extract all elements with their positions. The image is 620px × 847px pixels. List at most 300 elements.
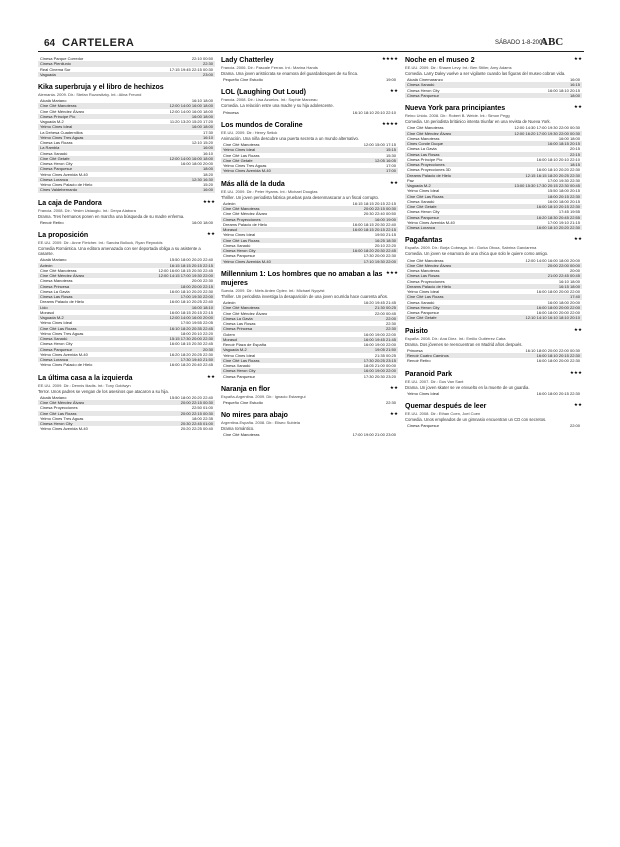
film-credits: Reino Unido. 2008. Dir.: Robert B. Weide. Int.: Simon Pegg <box>405 113 510 119</box>
cinema-name: Cine Cité Manoteras <box>40 267 77 273</box>
film-credits: EE.UU. 2009. Dir.: Anne Fletcher. Int.: Sandra Bullock, Ryan Reynolds <box>38 239 163 245</box>
showtimes: 16:15 18:15 20:15 22:15 <box>169 262 213 268</box>
film-credits: Argentina-España. 2008. Dir.: Eliseo Subiela <box>221 420 300 426</box>
cinema-name: Cinesa Princesa <box>223 326 253 332</box>
showtimes: 16:00 18:00 <box>191 219 213 225</box>
film-listing <box>38 199 215 225</box>
showtime-row <box>405 93 582 98</box>
cinema-name: Cine Cité Getafe <box>407 315 437 321</box>
showtimes: 16:00 18:00 20:00 <box>180 161 213 166</box>
film-title: Más allá de la duda <box>221 180 285 188</box>
cinema-name: Yelmo Cines Avenida M-40 <box>40 426 88 432</box>
showtimes: 16:00 18:10 <box>191 304 213 310</box>
cinema-name: Cinesa Heron City <box>407 87 440 93</box>
cinema-name: Cine Cité Las Rozas <box>40 325 77 331</box>
showtimes: 16:10 18:10 20:10 22:10 <box>352 109 396 115</box>
cinema-name: Yelmo Cines Tres Aguas <box>40 134 84 140</box>
cinema-name: Cine Cité Méndez Álvaro <box>40 273 85 279</box>
showtimes: 19:50 21:15 <box>374 232 396 238</box>
showtimes: 17:00 <box>385 168 396 174</box>
showtimes: 17:40 <box>569 294 580 300</box>
showtimes: 16:20 18:30 20:45 22:55 <box>536 214 580 220</box>
showtimes: 18:00 <box>202 166 213 172</box>
showtimes: 16:00 19:45 21:45 <box>363 336 396 342</box>
film-title: Lady Chatterley <box>221 57 274 64</box>
showtimes: 20:00 22:15 00:30 <box>180 400 213 406</box>
showtimes: 12:00 14:00 16:00 18:00 <box>169 103 213 109</box>
film-synopsis: Comedia. Un periodista británico intenta triunfar en una revista de Nueva York. <box>405 119 551 125</box>
cinema-name: Yelmo Cines Avenida M-40 <box>223 258 271 264</box>
cinema-name: Renoir Retiro <box>407 358 431 364</box>
film-credits: EE.UU. 2009. Dir.: Shawn Levy. Int.: Ben Stiller, Amy Adams <box>405 65 512 70</box>
film-listing <box>405 104 582 230</box>
film-rating: ★★ <box>573 402 582 408</box>
showtimes: 16:00 18:10 20:20 22:30 <box>169 288 213 294</box>
showtimes: 20:00 22:30 <box>191 278 213 284</box>
showtimes: 16:00 18:00 20:00 22:00 <box>536 289 580 295</box>
showtime-row <box>221 432 398 437</box>
cinema-name: Cine Cité Manoteras <box>223 206 260 212</box>
cinema-name: Cinesa Manoteras <box>407 268 440 274</box>
showtimes: 16:00 18:10 20:15 <box>547 87 580 93</box>
film-listing <box>405 327 582 364</box>
showtime-row <box>405 423 582 428</box>
showtimes: 12:00 16:00 18:15 20:30 22:45 <box>158 267 213 273</box>
cinema-name: Cine Cité Méndez Álvaro <box>223 211 268 217</box>
cinema-name: Cinesa La Gavia <box>407 146 437 152</box>
cinema-name: Cinesa Plenilunio <box>40 61 71 67</box>
cinema-name: Pequeño Cine Estudio <box>223 399 263 405</box>
cinema-name: Cinesa Heron City <box>40 421 73 427</box>
showtimes: 22:30 <box>385 321 396 327</box>
film-credits: Suecia. 2009. Dir.: Niels Arden Oplev. Int.: Michael Nyqvist <box>221 287 325 293</box>
cinema-name: Cinesa Las Rosas <box>407 273 440 279</box>
film-credits: España-Argentina. 2009. Dir.: Ignacio Estaregui <box>221 393 306 399</box>
cinema-name: Vaguada M-2 <box>40 119 64 124</box>
cinema-name: Yelmo Cines Ideal <box>407 188 440 194</box>
showtimes: 22:30 <box>385 399 396 405</box>
cinema-name: Cinesa Príncipe Pío <box>407 156 443 162</box>
film-title: Noche en el museo 2 <box>405 57 475 64</box>
showtime-row <box>38 426 215 431</box>
cinema-name: La Rambla <box>40 145 60 151</box>
cinema-name: Cinesa Heron City <box>223 368 256 374</box>
film-credits: España. 2008. Dir.: Ana Díez. Int.: Emilio Gutiérrez Caba <box>405 335 506 341</box>
cinema-name: Cinesa Loranca <box>407 225 436 231</box>
showtimes: 12:00 14:00 16:00 18:00 <box>169 155 213 161</box>
showtimes: 20:00 22:15 00:30 <box>363 206 396 212</box>
cinema-name: Cine Cité Manoteras <box>223 142 260 148</box>
cinema-name: Cinesa Príncipe Pío <box>40 113 76 119</box>
showtimes: 17:00 19:10 21:15 <box>547 219 580 225</box>
film-credits: España. 2009. Dir.: Borja Cobeaga. Int.: Gorka Otxoa, Sabrina Garciarena <box>405 245 537 251</box>
showtimes: 18:00 20:00 22:15 <box>180 283 213 289</box>
showtimes: 16:00 18:00 20:15 <box>547 198 580 204</box>
showtimes: 16:00 18:10 20:10 22:10 <box>536 156 580 162</box>
film-rating: ★★★ <box>385 269 398 275</box>
cinema-name: Cines Valdebernardo <box>40 187 78 193</box>
film-rating: ★★★★ <box>381 120 398 126</box>
showtimes: 16:00 18:15 20:15 22:15 <box>352 227 396 233</box>
cinema-name: Princesa <box>407 347 423 353</box>
cinema-name: Cine Cité Méndez Álvaro <box>223 310 268 316</box>
cinema-name: Cinesa Parquesur <box>407 310 440 316</box>
showtimes: 12:15 16:15 18:20 20:25 22:30 <box>525 172 580 178</box>
cinema-name: Acteón <box>40 262 53 268</box>
cinema-name: Yelmo Cines Tres Aguas <box>40 330 84 336</box>
cinema-name: Dreams Palacio de Hielo <box>407 283 452 289</box>
showtime-row <box>221 110 398 115</box>
showtimes: 22:00 00:45 <box>374 310 396 316</box>
cinema-name: La Dehesa Cuadernillos <box>40 129 83 135</box>
showtime-row <box>38 187 215 192</box>
showtime-row <box>221 168 398 173</box>
cinema-name: Yelmo Cines Avenida M-40 <box>407 219 455 225</box>
film-title: La proposición <box>38 231 89 239</box>
cinema-name: Cine Cité Manoteras <box>223 305 260 311</box>
cinema-name: Cinesa Xanadú <box>223 363 251 369</box>
showtime-row <box>405 358 582 363</box>
showtime-row <box>38 72 215 77</box>
showtime-row <box>221 374 398 379</box>
showtimes: 20:00 22:00 00:00 <box>547 262 580 268</box>
showtimes: 16:00 18:10 20:25 22:40 <box>169 299 213 305</box>
listings-column-3 <box>405 56 582 434</box>
cinema-name: Yelmo Cines Ideal <box>40 320 73 326</box>
showtime-row <box>405 315 582 320</box>
showtimes: 17:30 <box>202 129 213 135</box>
cinema-name: Yelmo Cines Tres Aguas <box>223 163 267 169</box>
showtimes: 16:10 18:00 20:00 22:00 00:30 <box>525 347 580 353</box>
cinema-name: Yelmo Cines Avenida M-40 <box>223 168 271 174</box>
showtimes: 18:00 22:35 <box>191 415 213 421</box>
showtimes: 18:20 <box>202 171 213 177</box>
showtimes: 12:00 14:00 16:00 20:00 <box>169 315 213 321</box>
cinema-name: Cinesa Xanadú <box>40 150 68 156</box>
cinema-name: Cine Cité Méndez Álvaro <box>40 108 85 114</box>
film-credits: EE.UU. 2009. Dir.: Henry Selick <box>221 129 278 135</box>
showtimes: 12:00 14:15 17:00 19:30 22:00 <box>158 273 213 279</box>
showtimes: 16:00 18:10 20:20 22:30 <box>536 225 580 231</box>
film-credits: Francia. 2008. Dir.: Lisa Azuelos. Int.: Sophie Marceau <box>221 97 318 103</box>
film-listing <box>221 270 398 379</box>
showtimes: 17:30 20:25 23:15 <box>363 357 396 363</box>
showtimes: 16:00 19:00 22:00 <box>363 368 396 374</box>
film-credits: EE.UU. 2009. Dir.: Dennis Iliadis. Int.: Tony Goldwyn <box>38 382 131 388</box>
showtimes: 12:30 16:30 <box>191 176 213 182</box>
cinema-name: Cinesa Heron City <box>407 304 440 310</box>
showtimes: 11:20 13:20 15:20 17:20 <box>169 119 213 124</box>
cinema-name: Yelmo Cines Ideal <box>223 147 256 153</box>
showtimes: 16:10 18:00 <box>558 278 580 284</box>
cinema-name: Yelmo Cines Ideal <box>40 124 73 130</box>
showtimes: 17:10 19:30 22:00 <box>363 258 396 264</box>
showtimes: 12:10 15:20 <box>191 140 213 145</box>
film-rating: ★★ <box>389 384 398 390</box>
film-synopsis: Comedia. Larry Daley vuelve a ser vigilante cuando las figuras del museo cobran vida. <box>405 71 566 76</box>
cinema-name: Renoir Retiro <box>40 219 64 225</box>
film-synopsis: Drama. Un joven skater se ve envuelto en la muerte de un guardia. <box>405 384 530 390</box>
showtimes: 16:00 18:00 <box>558 135 580 141</box>
showtimes: 18:15 <box>569 162 580 168</box>
cinema-name: Cinesa Parque Corredor <box>40 56 84 61</box>
showtimes: 16:20 19:45 21:45 <box>363 300 396 306</box>
cinema-name: Renoir Cuatro Caminos <box>407 353 449 359</box>
showtimes: 17:15 19:45 22:15 00:30 <box>169 66 213 72</box>
cinema-name: Cinesa Parquesur <box>407 92 440 98</box>
showtimes: 12:00 15:00 17:15 <box>363 142 396 148</box>
cinema-name: Cinesa Heron City <box>407 209 440 215</box>
showtimes: 16:00 18:20 20:30 22:45 <box>352 248 396 254</box>
showtimes: 15:15 <box>385 147 396 153</box>
showtime-row <box>221 400 398 405</box>
showtimes: 16:10 18:00 <box>191 98 213 103</box>
cinema-name: Cinesa Parquesur <box>223 253 256 259</box>
film-listing <box>221 121 398 174</box>
showtimes: 16:00 19:00 <box>374 216 396 222</box>
cinema-name: Yelmo Cines Ideal <box>407 289 440 295</box>
cinema-name: Cinesa Heron City <box>40 341 73 347</box>
film-rating: ★★ <box>573 104 582 110</box>
cinema-name: Yelmo Cines Ideal <box>223 352 256 358</box>
film-title: La última casa a la izquierda <box>38 374 133 382</box>
showtimes: 16:00 18:00 20:00 22:00 <box>536 304 580 310</box>
showtimes: 20:00 <box>569 268 580 274</box>
cinema-name: Yelmo Cines Palacio de Hielo <box>40 182 93 187</box>
cinema-name: Cinesa Xanadú <box>40 336 68 342</box>
header-rule <box>38 51 584 52</box>
showtimes: 16:10 18:20 20:35 22:45 <box>169 325 213 331</box>
showtimes: 18:00 20:10 22:20 <box>180 330 213 336</box>
film-rating: ★★ <box>389 411 398 417</box>
cinema-name: Morasol <box>40 309 55 315</box>
showtimes: 16:00 18:15 20:30 22:40 <box>352 221 396 227</box>
showtimes: 13:00 15:30 17:30 20:15 22:30 00:45 <box>514 183 580 189</box>
film-listing <box>38 83 215 193</box>
film-rating: ★★★ <box>569 369 582 375</box>
showtimes: 16:00 18:15 20:30 22:45 <box>169 341 213 347</box>
page-header <box>0 0 620 52</box>
cinema-name: Cine Cité Méndez Álvaro <box>407 130 452 136</box>
showtimes: 15:50 18:00 20:15 <box>547 188 580 194</box>
showtimes: 17:00 19:00 21:00 23:00 <box>352 432 396 438</box>
listings-column-2 <box>221 56 398 443</box>
film-listing <box>38 56 215 77</box>
film-listing <box>221 56 398 82</box>
cinema-name: Cinesa Parquesur <box>407 214 440 220</box>
cinema-name: Cinesa Xanadú <box>407 82 435 88</box>
showtimes: 16:20 18:20 20:25 22:30 <box>169 351 213 357</box>
film-title: Los mundos de Coraline <box>221 121 303 129</box>
issue-date: SÁBADO 1-8-2009 <box>495 40 546 46</box>
film-credits: EE.UU. 2008. Dir.: Ethan Coen, Joel Coen <box>405 411 481 417</box>
cinema-name: Cine Cité Manoteras <box>407 125 444 131</box>
showtimes: 16:00 18:15 20:15 22:15 <box>169 309 213 315</box>
cinema-name: Cinesa La Gavia <box>223 315 253 321</box>
section-title: CARTELERA <box>62 37 135 49</box>
showtimes: 16:15 18:00 <box>558 283 580 289</box>
film-listing <box>221 411 398 437</box>
showtimes: 17:30 19:40 21:50 <box>180 357 213 363</box>
film-credits: Francia. 2006. Dir.: Pascale Ferran. Int.: Marina Hands <box>221 65 318 70</box>
film-synopsis: Thriller. Un joven periodista fabrica pruebas para desenmascarar a un fiscal corrupto. <box>221 194 380 200</box>
showtime-row <box>221 259 398 264</box>
cinema-name: Cinesa Heron City <box>40 161 73 166</box>
showtimes: 12:05 16:05 <box>374 157 396 163</box>
showtimes: 21:30 00:25 <box>374 305 396 311</box>
cinema-name: Alcalá Cinemaranzo <box>407 77 443 83</box>
showtime-row <box>221 77 398 82</box>
showtimes: 15:20 <box>202 182 213 187</box>
cinema-name: Cine Cité Manoteras <box>223 432 260 438</box>
cinema-name: Cine Cité Las Rozas <box>223 152 260 158</box>
showtimes: 16:10 <box>202 150 213 156</box>
film-title: Quemar después de leer <box>405 403 487 411</box>
film-synopsis: Comedia Romántica. Una editora amenazada con ser deportada obliga a su asistente a casarse. <box>38 245 201 257</box>
film-listing <box>38 374 215 432</box>
showtimes: 17:00 19:30 22:00 <box>180 294 213 300</box>
film-listing <box>221 385 398 405</box>
film-rating: ★★ <box>206 373 215 379</box>
film-listing <box>221 180 398 264</box>
showtimes: 21:00 22:45 00:45 <box>547 273 580 279</box>
showtimes: 21:35 00:25 <box>374 352 396 358</box>
cinema-name: Cine Cité Las Rozas <box>407 193 444 199</box>
cinema-name: Vaguada <box>40 71 56 77</box>
film-synopsis: Animación. Una niña descubre una puerta secreta a un mundo alternativo. <box>221 135 360 141</box>
film-synopsis: Drama romántico. <box>221 426 255 432</box>
film-listing <box>38 231 215 368</box>
showtimes: 20:20 22:25 00:40 <box>180 426 213 432</box>
showtimes: 19:00 <box>385 77 396 83</box>
showtimes: 16:00 18:00 20:00 22:00 <box>536 310 580 316</box>
cinema-name: Cinesa Las Rosas <box>407 151 440 157</box>
cinema-name: Cinesa Las Rosas <box>223 321 256 327</box>
showtimes: 15:50 18:00 20:20 22:40 <box>169 257 213 263</box>
cinema-name: Vaguada M-2 <box>223 347 247 353</box>
showtimes: 16:00 18:20 20:40 22:45 <box>169 362 213 368</box>
cinema-name: Morasol <box>223 227 238 233</box>
cinema-name: Cinesa Heron City <box>223 248 256 254</box>
cinema-name: Cinesa La Gavia <box>40 288 70 294</box>
showtime-row <box>38 362 215 367</box>
showtimes: 17:30 20:30 23:20 <box>363 373 396 379</box>
film-synopsis: Comedia. Unos empleados de un gimnasio encuentran un CD con secretos. <box>405 417 547 423</box>
film-synopsis: Thriller. Un periodista investiga la desaparición de una joven ocurrida hace cuarenta años. <box>221 293 389 299</box>
film-title: Nueva York para principiantes <box>405 105 506 113</box>
cinema-name: Cinesa Proyecciones <box>407 162 445 168</box>
cinema-name: Cine Cité Las Rozas <box>223 357 260 363</box>
showtimes: 18:05 21:00 00:00 <box>363 363 396 369</box>
cinema-name: Morasol <box>223 336 238 342</box>
film-listing <box>405 402 582 428</box>
cinema-name: Cinesa Manoteras <box>40 278 73 284</box>
cinema-name: Yelmo Cines Ideal <box>407 390 440 396</box>
showtimes: 17:00 <box>385 163 396 169</box>
cinema-name: Yelmo Cines Ideal <box>223 232 256 238</box>
film-title: No mires para abajo <box>221 412 288 420</box>
cinema-name: Alcalá Mariano <box>40 98 67 103</box>
film-credits: EE.UU. 2009. Dir.: Peter Hyams. Int.: Michael Douglas <box>221 188 318 194</box>
showtimes: 22:30 <box>202 61 213 67</box>
cinema-name: Dreams Palacio de Hielo <box>407 172 452 178</box>
showtimes: 22:50 01:00 <box>191 405 213 411</box>
showtimes: 16:00 18:10 20:20 22:30 <box>536 167 580 173</box>
showtimes: 16:00 18:00 20:15 22:30 <box>536 390 580 396</box>
cinema-name: Acteón <box>223 300 236 306</box>
cinema-name: Cine Cité Las Rozas <box>407 294 444 300</box>
showtimes: 12:00 14:00 16:00 18:00 20:00 <box>525 257 580 263</box>
cinema-name: Vaguada M-2 <box>407 183 431 189</box>
film-listing <box>405 56 582 98</box>
cinema-name: Cine Cité Méndez Álvaro <box>407 262 452 268</box>
film-credits: Francia. 2008. Dir.: Yesim Ustaoglu. Int.: Derya Alabora <box>38 207 136 213</box>
cinema-name: Real Cinema Sur <box>40 66 71 72</box>
showtimes: 15:15 17:30 20:00 22:30 <box>169 336 213 342</box>
cinema-name: Cine Cité Getafe <box>407 204 437 210</box>
cinema-name: Cinesa Xanadú <box>407 198 435 204</box>
film-title: Naranja en flor <box>221 385 271 393</box>
cinema-name: Cine Cité Getafe <box>40 155 70 161</box>
film-rating: ★★ <box>389 88 398 94</box>
film-rating: ★★ <box>389 179 398 185</box>
cinema-name: Cinesa Proyecciones <box>40 405 78 411</box>
cinema-name: Alcalá Mariano <box>40 394 67 400</box>
cinema-name: Renoir Plaza de España <box>223 342 267 348</box>
cinema-name: Pequeño Cine Estudio <box>223 77 263 83</box>
cinema-name: Cinesa Proyecciones 3D <box>407 167 451 173</box>
film-synopsis: Terror. Unos padres se vengan de los asesinos que atacaron a su hija. <box>38 388 169 394</box>
film-rating: ★★★★ <box>381 56 398 61</box>
film-title: Millennium 1: Los hombres que no amaban a las mujeres <box>221 270 383 287</box>
showtimes: 23:00 <box>202 71 213 77</box>
cinema-name: Cinesa Manoteras <box>407 135 440 141</box>
cinema-name: Cinesa Parquesur <box>40 166 73 172</box>
showtimes: 20:00 22:15 00:30 <box>180 410 213 416</box>
cinema-name: Cine Cité Méndez Álvaro <box>40 400 85 406</box>
showtimes: 22:30 <box>385 326 396 332</box>
film-rating: ★★★ <box>202 198 215 204</box>
cinema-name: Cinesa Las Rosas <box>40 294 73 300</box>
cinema-name: Cinesa Xanadú <box>223 242 251 248</box>
showtimes: 18:00 20:15 22:30 <box>547 193 580 199</box>
showtimes: 16:15 18:15 20:15 22:15 <box>352 200 396 206</box>
cinema-name: Cine Cité Manoteras <box>40 103 77 109</box>
showtimes: 16:25 18:30 <box>374 237 396 243</box>
showtimes: 16:00 18:10 20:15 22:30 <box>536 353 580 359</box>
cinema-name: Alcalá Mariano <box>40 257 67 263</box>
cinema-name: Cinesa Loranca <box>40 176 69 182</box>
showtimes: 15:30 <box>385 152 396 158</box>
showtimes: 17:50 19:55 22:05 <box>180 320 213 326</box>
cinema-name: Yelmo Cines Tres Aguas <box>40 415 84 421</box>
film-title: LOL (Laughing Out Loud) <box>221 89 307 97</box>
cinema-name: Cinesa Princesa <box>40 283 70 289</box>
cinema-name: Vaguada M-2 <box>40 315 64 321</box>
showtimes: 16:00 18:10 20:15 22:30 <box>536 204 580 210</box>
showtimes: 16:15 <box>569 82 580 88</box>
film-title: Paranoid Park <box>405 370 453 378</box>
film-title: Kika superbruja y el libro de hechizos <box>38 84 164 91</box>
cinema-name: Cinesa Xanadú <box>407 299 435 305</box>
showtimes: 12:10 14:10 16:10 18:10 20:10 <box>525 315 580 321</box>
film-synopsis: Drama. Dos jóvenes se reencuentran en Madrid años después. <box>405 341 523 347</box>
film-synopsis: Drama. Una joven aristócrata se enamora del guardabosques de su finca. <box>221 71 359 76</box>
film-credits: Alemania. 2009. Dir.: Stefan Ruzowitzky. Int.: Alina Freund <box>38 92 142 97</box>
page-number: 64 <box>44 38 56 49</box>
showtimes: 17:30 20:00 22:30 <box>363 253 396 259</box>
showtimes: 20:30 <box>202 346 213 352</box>
